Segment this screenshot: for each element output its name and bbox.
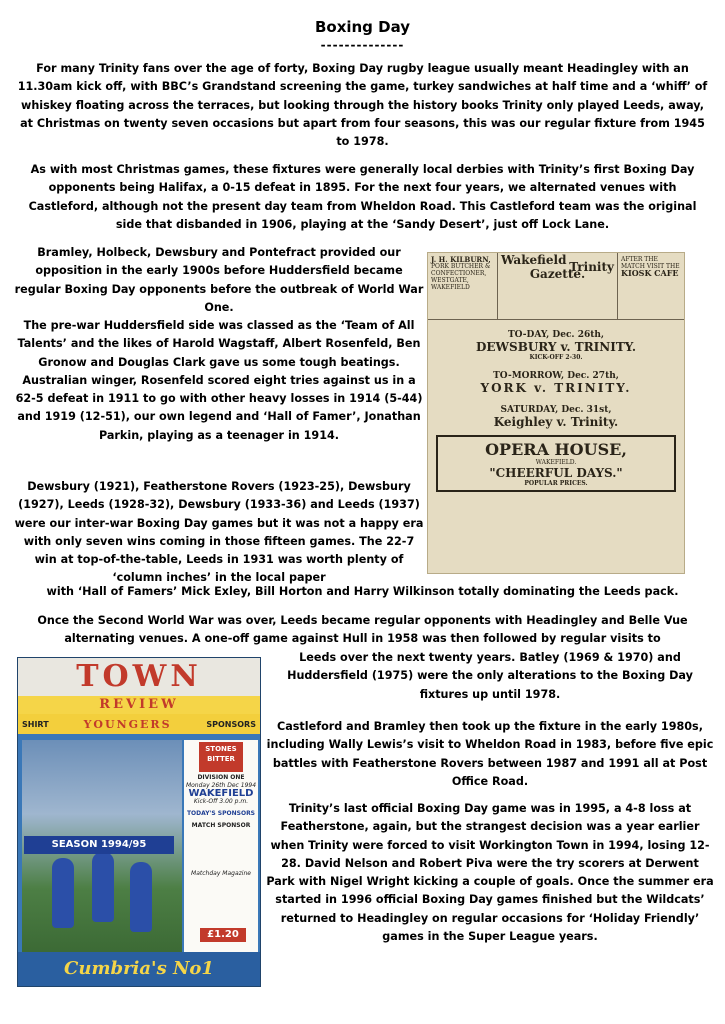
opera-show: "CHEERFUL DAYS.": [489, 466, 623, 480]
fixture-york: YORK v. TRINITY.: [480, 381, 632, 395]
opera-title: OPERA HOUSE,: [485, 440, 627, 459]
opponent-name: WAKEFIELD: [188, 788, 254, 799]
kilburn-name: J. H. KILBURN,: [431, 255, 491, 264]
paragraph-interwar: Dewsbury (1921), Featherstone Rovers (1923-25), Dewsbury (1927), Leeds (1928-32), Dewsbury (1933-36) and Leeds (1937) were our inter-war Boxing Day games but it was not a happy era with only seven wins coming in those fifteen games. The 22-7 win at top-of-the-table, Leeds in 1931 was worth plenty of ‘column inches’ in the local paper: [14, 480, 424, 585]
programme-review: REVIEW: [18, 696, 260, 714]
kickoff-time: Kick-Off 3.00 p.m.: [193, 798, 249, 805]
paragraph-postwar-cont: Leeds over the next twenty years. Batley (1969 & 1970) and Huddersfield (1975) were the only alterations to the Boxing Day fixtures up until 1978.: [287, 651, 693, 701]
fixture-dewsbury: DEWSBURY v. TRINITY.: [476, 340, 636, 354]
player-figure: [52, 858, 74, 928]
newspaper-clipping: [427, 252, 685, 574]
opera-foot: POPULAR PRICES.: [524, 480, 588, 487]
paragraph-1980s: Castleford and Bramley then took up the fixture in the early 1980s, including Wally Lewis’s visit to Wheldon Road in 1983, before five epic battles with Featherstone Rovers between 1987 and 1991 all at Post Office Road.: [266, 720, 714, 788]
opera-house-advert: [436, 435, 676, 492]
stones-badge: STONES BITTER: [199, 742, 243, 772]
opera-sub: WAKEFIELD.: [535, 459, 577, 466]
paragraph-interwar-end: with ‘Hall of Famers’ Mick Exley, Bill Horton and Harry Wilkinson totally dominating the Leeds pack.: [46, 585, 679, 598]
kilburn-line: PORK BUTCHER & CONFECTIONER, WESTGATE, WAKEFIELD: [431, 263, 491, 291]
kilburn-advert: [428, 253, 498, 319]
fixture-keighley: Keighley v. Trinity.: [493, 415, 619, 429]
programme-match-panel: [184, 740, 258, 954]
price-tag: £1.20: [200, 928, 246, 942]
todays-sponsors: TODAY'S SPONSORS: [186, 810, 256, 817]
fixture-today: TO-DAY, Dec. 26th,: [507, 330, 605, 340]
player-figure: [92, 852, 114, 922]
programme-footer: Cumbria's No1: [18, 952, 260, 986]
kiosk-advert: [618, 253, 684, 319]
programme-cover: [17, 657, 261, 987]
masthead-wakefield: Wakefield: [501, 253, 567, 267]
page-title: Boxing Day: [314, 18, 411, 36]
masthead-gazette: Gazette.: [529, 267, 586, 281]
match-date: Monday 26th Dec 1994: [185, 782, 257, 789]
kiosk-name: KIOSK CAFE: [621, 268, 679, 278]
gazette-masthead: [498, 253, 618, 319]
paragraph-final-era: Trinity’s last official Boxing Day game was in 1995, a 4-8 loss at Featherstone, again, but the strangest decision was a year earlier when Trinity were forced to visit Workington Town in 1994, losing 12-28. David Nelson and Robert Piva were the try scorers at Derwent Park with Nigel Wright kicking a couple of goals. Once the summer era started in 1996 official Boxing Day games finished but the Wildcats’ returned to Headingley on regular occasions for ‘Holiday Friendly’ games in the Super League years.: [266, 802, 714, 944]
shirt-label: SHIRT: [22, 719, 49, 729]
programme-sponsor-bar: [18, 714, 260, 734]
programme-town: TOWN: [18, 658, 260, 696]
paragraph-prewar: The pre-war Huddersfield side was classed as the ‘Team of All Talents’ and the likes of Harold Wagstaff, Albert Rosenfeld, Ben Gronow and Douglas Clark gave us some tough beatings. Australian winger, Rosenfeld scored eight tries against us in a 62-5 defeat in 1911 to go with other heavy losses in 1914 (5-44) and 1919 (12-51), our own legend and ‘Hall of Famer’, Jonathan Parkin, playing as a teenager in 1914.: [15, 319, 423, 442]
season-banner: SEASON 1994/95: [24, 836, 174, 854]
paragraph-early-derbies: As with most Christmas games, these fixtures were generally local derbies with Trinity’s first Boxing Day opponents being Halifax, a 0-15 defeat in 1895. For the next four years, we alternated venues with Castleford, although not the present day team from Wheldon Road. This Castleford team was the original side that disbanded in 1906, playing at the ‘Sandy Desert’, just off Lock Lane.: [28, 163, 697, 231]
fixture-saturday: SATURDAY, Dec. 31st,: [500, 405, 612, 415]
magazine-label: Matchday Magazine: [191, 870, 251, 877]
player-figure: [130, 862, 152, 932]
match-sponsor-label: MATCH SPONSOR: [191, 822, 251, 829]
title-divider: --------------: [320, 38, 405, 52]
fixture-kickoff: KICK-OFF 2-30.: [529, 354, 583, 361]
masthead-trinity: Trinity: [569, 260, 614, 274]
paragraph-intro: For many Trinity fans over the age of forty, Boxing Day rugby league usually meant Headingley with an 11.30am kick off, with BBC’s Grandstand screening the game, turkey sandwiches at half time and a ‘whiff’ of whiskey floating across the terraces, but looking through the history books Trinity only played Leeds, away, at Christmas on twenty seven occasions but apart from four seasons, this was our regular fixture from 1945 to 1978.: [17, 62, 708, 149]
sponsors-label: SPONSORS: [206, 719, 256, 729]
paragraph-postwar: Once the Second World War was over, Leeds became regular opponents with Headingley and Belle Vue alternating venues. A one-off game against Hull in 1958 was then followed by regular visits to: [37, 614, 688, 646]
fixture-tomorrow: TO-MORROW, Dec. 27th,: [493, 371, 619, 381]
paragraph-opposition: Bramley, Holbeck, Dewsbury and Pontefract provided our opposition in the early 1900s before Huddersfield became regular Boxing Day opponents before the outbreak of World War One.: [14, 246, 424, 314]
kiosk-line: AFTER THE MATCH VISIT THE: [621, 256, 680, 270]
youngers-label: YOUNGERS: [83, 717, 172, 731]
division-label: DIVISION ONE: [197, 774, 245, 781]
